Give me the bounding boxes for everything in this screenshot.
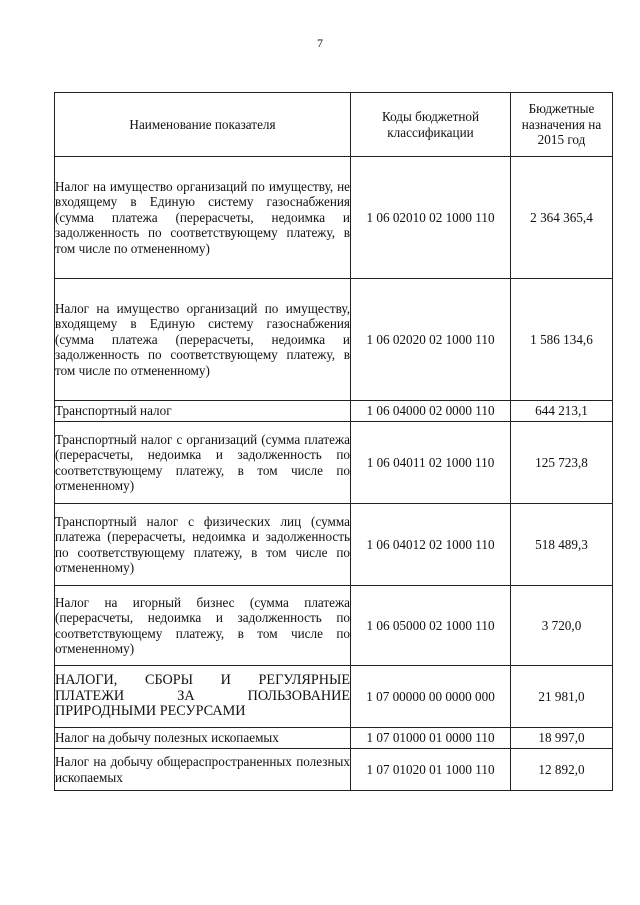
- row-code: 1 06 05000 02 1000 110: [351, 586, 511, 666]
- row-name: Налог на имущество организаций по имуществу, входящему в Единую систему газоснабжения (сумма платежа (перерасчеты, недоимка и задолженность по соответствующему платежу, в том числе по отмененному): [55, 279, 351, 401]
- row-code: 1 06 04000 02 0000 110: [351, 401, 511, 422]
- row-code: 1 06 04011 02 1000 110: [351, 422, 511, 504]
- row-code: 1 07 01020 01 1000 110: [351, 749, 511, 791]
- row-name: Налог на имущество организаций по имуществу, не входящему в Единую систему газоснабжения (сумма платежа (перерасчеты, недоимка и задолженность по соответствующему платежу, в том числе по отмененному): [55, 157, 351, 279]
- row-name: НАЛОГИ, СБОРЫ И РЕГУЛЯРНЫЕ ПЛАТЕЖИ ЗА ПОЛЬЗОВАНИЕ ПРИРОДНЫМИ РЕСУРСАМИ: [55, 666, 351, 728]
- row-value: 125 723,8: [511, 422, 613, 504]
- table-row: [55, 279, 613, 401]
- row-value: 12 892,0: [511, 749, 613, 791]
- table-row: [55, 749, 613, 791]
- row-value: 2 364 365,4: [511, 157, 613, 279]
- row-name: Транспортный налог с физических лиц (сумма платежа (перерасчеты, недоимка и задолженность по соответствующему платежу, в том числе по отмененному): [55, 504, 351, 586]
- row-code: 1 06 04012 02 1000 110: [351, 504, 511, 586]
- budget-table: [54, 92, 613, 791]
- header-name: Наименование показателя: [55, 93, 351, 157]
- row-code: 1 07 01000 01 0000 110: [351, 728, 511, 749]
- table-row: [55, 586, 613, 666]
- table-row: [55, 666, 613, 728]
- table-row: [55, 401, 613, 422]
- page-number: 7: [317, 36, 323, 50]
- header-code: Коды бюджетной классификации: [351, 93, 511, 157]
- row-name: Налог на игорный бизнес (сумма платежа (перерасчеты, недоимка и задолженность по соответствующему платежу, в том числе по отмененному): [55, 586, 351, 666]
- table-row: [55, 728, 613, 749]
- row-code: 1 06 02010 02 1000 110: [351, 157, 511, 279]
- row-value: 21 981,0: [511, 666, 613, 728]
- table-row: [55, 157, 613, 279]
- row-code: 1 07 00000 00 0000 000: [351, 666, 511, 728]
- table-row: [55, 422, 613, 504]
- row-value: 518 489,3: [511, 504, 613, 586]
- row-name: Транспортный налог: [55, 401, 351, 422]
- row-code: 1 06 02020 02 1000 110: [351, 279, 511, 401]
- row-value: 18 997,0: [511, 728, 613, 749]
- row-value: 644 213,1: [511, 401, 613, 422]
- header-value: Бюджетные назначения на 2015 год: [511, 93, 613, 157]
- row-value: 1 586 134,6: [511, 279, 613, 401]
- row-name: Налог на добычу полезных ископаемых: [55, 728, 351, 749]
- row-value: 3 720,0: [511, 586, 613, 666]
- row-name: Транспортный налог с организаций (сумма платежа (перерасчеты, недоимка и задолженность по соответствующему платежу, в том числе по отмененному): [55, 422, 351, 504]
- table-row: [55, 504, 613, 586]
- row-name: Налог на добычу общераспространенных полезных ископаемых: [55, 749, 351, 791]
- table-header-row: [55, 93, 613, 157]
